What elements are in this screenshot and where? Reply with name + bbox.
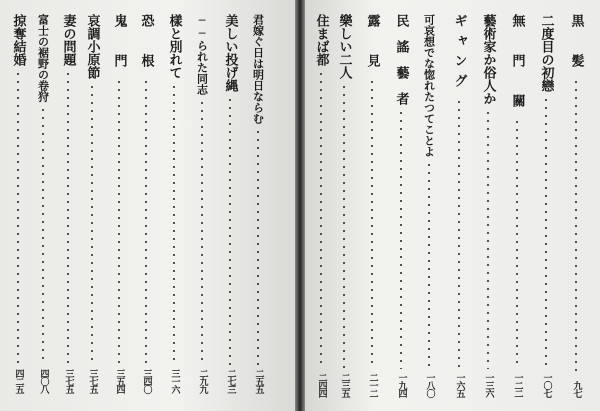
toc-title: 哀調小原節 [84, 14, 100, 79]
toc-entry [309, 14, 333, 397]
toc-title: 妻の問題 [60, 14, 76, 66]
toc-entry [534, 14, 558, 397]
dot-leader [67, 70, 69, 365]
dot-leader [545, 96, 547, 369]
toc-entry [332, 14, 356, 397]
toc-entry [417, 14, 441, 397]
toc-page-number: 四〇八 [38, 369, 49, 393]
dot-leader [201, 99, 203, 365]
book-gutter [295, 0, 305, 411]
toc-page-number: 四二五 [13, 369, 24, 393]
toc-title: 鬼 門 [111, 14, 127, 74]
toc-entry [107, 14, 131, 393]
toc-title: 露 見 [364, 14, 380, 74]
toc-entry [447, 14, 471, 397]
toc-title: 黒 髪 [568, 14, 584, 74]
toc-page-number: 二一二 [367, 373, 378, 397]
toc-title: 藝術家か俗人か [480, 14, 496, 105]
toc-entry [360, 14, 384, 397]
toc-entry [190, 14, 214, 393]
dot-leader [91, 83, 93, 365]
toc-title: ──られた同志 [195, 14, 209, 95]
toc-title: 美しい投げ縄 [222, 14, 238, 92]
toc-page-number: 二七三 [225, 369, 236, 393]
dot-leader [42, 106, 44, 365]
toc-page-number: 二九九 [197, 369, 208, 393]
toc-title: ギャング [451, 14, 467, 94]
toc-page-number: 三五四 [114, 369, 125, 393]
toc-page-number: 三四〇 [141, 369, 152, 393]
toc-page-number: 二三五 [339, 373, 350, 397]
toc-title: 富士の裾野の卷狩 [36, 14, 50, 102]
toc-title: 住まば都 [313, 14, 329, 66]
toc-entry [162, 14, 186, 393]
toc-page-number: 一六五 [454, 373, 465, 397]
toc-page-number: 二五五 [253, 369, 264, 393]
toc-entry [31, 14, 55, 393]
toc-title: 無 門 關 [509, 14, 525, 114]
toc-page-number: 三七五 [87, 369, 98, 393]
toc-entry [6, 14, 30, 393]
toc-page-number: 一九四 [396, 373, 407, 397]
dot-leader [516, 118, 518, 369]
toc-title: 君嫁ぐ日は明日ならむ [251, 14, 265, 124]
dot-leader [575, 78, 577, 377]
dot-leader [371, 78, 373, 369]
toc-page-number: 一三六 [483, 373, 494, 397]
toc-entry [389, 14, 413, 397]
toc-title: 二度目の初戀 [538, 14, 554, 92]
toc-page-number: 三一六 [169, 369, 180, 393]
toc-title: 掠奪結婚 [10, 14, 26, 66]
dot-leader [145, 78, 147, 365]
toc-entry [246, 14, 270, 393]
dot-leader [487, 109, 489, 369]
dot-leader [400, 109, 402, 369]
toc-entry [56, 14, 80, 393]
dot-leader [343, 83, 345, 369]
dot-leader [458, 98, 460, 369]
dot-leader [118, 78, 120, 365]
toc-title: 可哀想でな惚れたつてことよ [422, 14, 436, 157]
dot-leader [428, 161, 430, 369]
dot-leader [320, 70, 322, 369]
toc-entry [564, 14, 588, 397]
toc-entry [218, 14, 242, 393]
toc-entry [80, 14, 104, 393]
toc-entry [134, 14, 158, 393]
dot-leader [257, 128, 259, 365]
toc-page-number: 三七五 [63, 369, 74, 393]
dot-leader [173, 83, 175, 365]
dot-leader [17, 70, 19, 365]
toc-entry [476, 14, 500, 397]
toc-title: 民 謠 藝 者 [393, 14, 409, 105]
toc-page-number: 一〇七 [541, 373, 552, 397]
toc-page-number: 二四四 [316, 373, 327, 397]
toc-title: 樣と別れて [166, 14, 182, 79]
toc-entry [505, 14, 529, 397]
toc-page-number: 一八〇 [424, 373, 435, 397]
toc-page-number: 一二二 [512, 373, 523, 397]
dot-leader [229, 96, 231, 365]
toc-page-number: 九七 [571, 381, 582, 397]
toc-title: 樂しい二人 [336, 14, 352, 79]
toc-title: 恐 根 [138, 14, 154, 74]
